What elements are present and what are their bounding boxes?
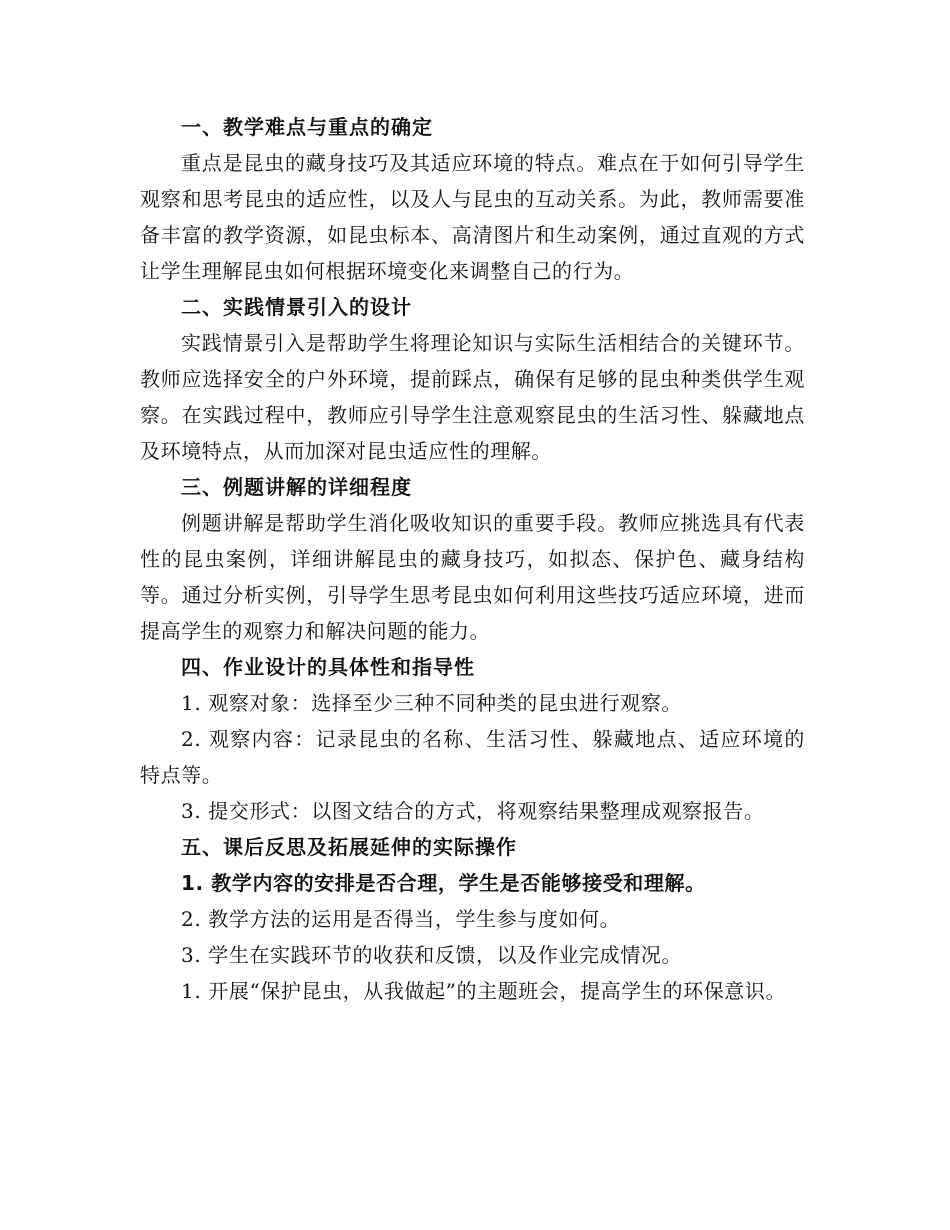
list-item-homework-3: 3. 提交形式：以图文结合的方式，将观察结果整理成观察报告。 bbox=[181, 799, 765, 823]
section-heading-5: 五、课后反思及拓展延伸的实际操作 bbox=[181, 835, 517, 859]
section-heading-1: 一、教学难点与重点的确定 bbox=[181, 115, 433, 139]
section-heading-3: 三、例题讲解的详细程度 bbox=[181, 475, 412, 499]
list-item-homework-2: 2. 观察内容：记录昆虫的名称、生活习性、躲藏地点、适应环境的特点等。 bbox=[140, 727, 805, 787]
list-item-homework-1: 1. 观察对象：选择至少三种不同种类的昆虫进行观察。 bbox=[181, 691, 683, 715]
document-body bbox=[140, 109, 805, 1009]
list-item-reflection-1: 1. 教学内容的安排是否合理，学生是否能够接受和理解。 bbox=[181, 871, 706, 895]
paragraph-key-points: 重点是昆虫的藏身技巧及其适应环境的特点。难点在于如何引导学生观察和思考昆虫的适应性，以及人与昆虫的互动关系。为此，教师需要准备丰富的教学资源，如昆虫标本、高清图片和生动案例，通过直观的方式让学生理解昆虫如何根据环境变化来调整自己的行为。 bbox=[140, 151, 805, 283]
section-heading-4: 四、作业设计的具体性和指导性 bbox=[181, 655, 475, 679]
paragraph-example-explanation: 例题讲解是帮助学生消化吸收知识的重要手段。教师应挑选具有代表性的昆虫案例，详细讲解昆虫的藏身技巧，如拟态、保护色、藏身结构等。通过分析实例，引导学生思考昆虫如何利用这些技巧适应环境，进而提高学生的观察力和解决问题的能力。 bbox=[140, 511, 805, 643]
section-heading-2: 二、实践情景引入的设计 bbox=[181, 295, 412, 319]
list-item-reflection-2: 2. 教学方法的运用是否得当，学生参与度如何。 bbox=[181, 907, 621, 931]
list-item-extension-1: 1. 开展“保护昆虫，从我做起”的主题班会，提高学生的环保意识。 bbox=[181, 979, 787, 1003]
paragraph-practice-intro: 实践情景引入是帮助学生将理论知识与实际生活相结合的关键环节。教师应选择安全的户外环境，提前踩点，确保有足够的昆虫种类供学生观察。在实践过程中，教师应引导学生注意观察昆虫的生活习性、躲藏地点及环境特点，从而加深对昆虫适应性的理解。 bbox=[140, 331, 805, 463]
list-item-reflection-3: 3. 学生在实践环节的收获和反馈，以及作业完成情况。 bbox=[181, 943, 683, 967]
